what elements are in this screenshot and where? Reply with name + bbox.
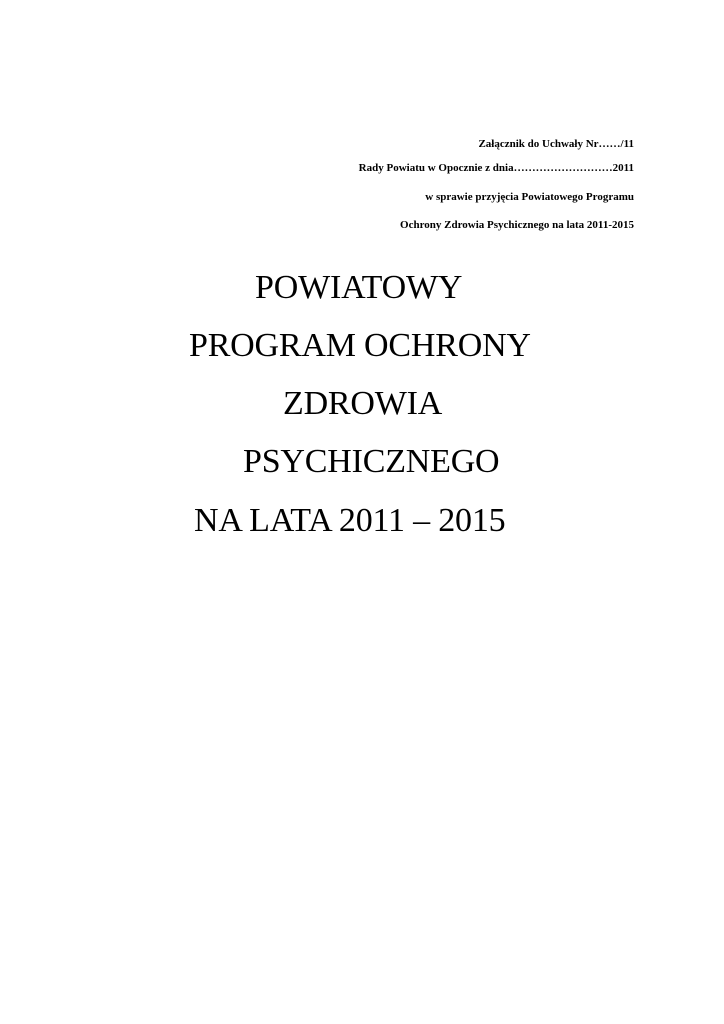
document-title-line-4: PSYCHICZNEGO xyxy=(243,443,500,480)
resolution-annex-header xyxy=(359,138,634,232)
document-title-line-1: POWIATOWY xyxy=(255,269,463,306)
document-title-line-3: ZDROWIA xyxy=(283,385,443,422)
document-title-line-2: PROGRAM OCHRONY xyxy=(189,327,531,364)
annex-reference: Załącznik do Uchwały Nr……/11 xyxy=(478,138,634,150)
document-title-line-5: NA LATA 2011 – 2015 xyxy=(194,502,506,539)
council-date-line: Rady Powiatu w Opocznie z dnia………………………2011 xyxy=(358,162,634,174)
program-name-line: Ochrony Zdrowia Psychicznego na lata 2011-2015 xyxy=(400,219,634,231)
subject-line: w sprawie przyjęcia Powiatowego Programu xyxy=(425,191,634,203)
